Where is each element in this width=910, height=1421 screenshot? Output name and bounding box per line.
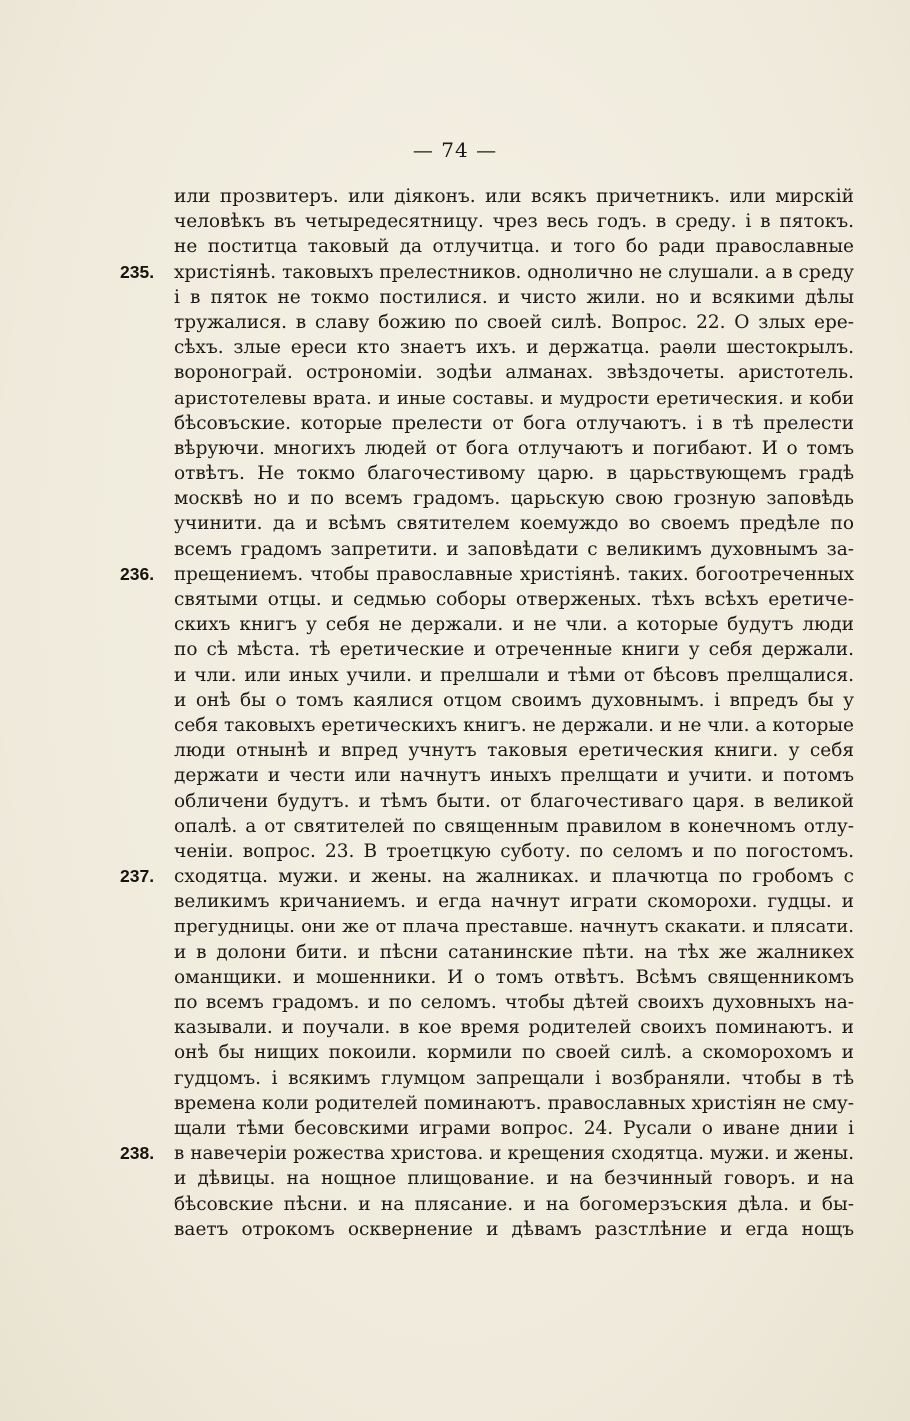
- text-line: [174, 1066, 854, 1091]
- margin-number: 235.: [120, 261, 155, 282]
- line-text: христiянѣ. таковыхъ прелестников. однолично не слушали. а в среду: [174, 261, 854, 283]
- line-text: i в пяток не токмо постилися. и чисто жили. но и всякими дѣлы: [174, 286, 854, 308]
- line-text: великимъ кричаниемъ. и егда начнут играти скоморохи. гудцы. и: [174, 891, 854, 913]
- text-line: [174, 486, 854, 511]
- line-text: времена коли родителей поминаютъ. православных христiян не сму-: [174, 1092, 854, 1114]
- line-text: себя таковыхъ еретическихъ книгъ. не держали. и не чли. а которые: [174, 714, 854, 736]
- text-line: [174, 889, 854, 914]
- text-line: [174, 537, 854, 562]
- text-line: [174, 763, 854, 788]
- text-line: [120, 562, 854, 587]
- text-line: [174, 411, 854, 436]
- line-text: не поститца таковый да отлучитца. и того бо ради православные: [174, 236, 854, 258]
- text-line: [174, 612, 854, 637]
- text-line: [174, 285, 854, 310]
- text-line: [174, 386, 854, 411]
- line-text: оманщики. и мошенники. И о томъ отвѣтъ. Всѣмъ священникомъ: [174, 966, 854, 988]
- line-text: всемъ градомъ запретити. и заповѣдати с великимъ духовнымъ за-: [174, 538, 854, 560]
- line-text: скихъ книгъ у себя не держали. и не чли. а которые будутъ люди: [174, 614, 854, 636]
- text-line: [174, 1015, 854, 1040]
- text-line: [174, 1040, 854, 1065]
- line-text: воронограй. острономiи. зодѣи алманах. звѣздочеты. аристотель.: [174, 362, 854, 384]
- text-line: [120, 1141, 854, 1166]
- line-text: ченiи. вопрос. 23. В троетцкую суботу. по селомъ и по погостомъ.: [174, 840, 854, 862]
- text-line: [174, 461, 854, 486]
- line-text: обличени будутъ. и тѣмъ быти. от благочестиваго царя. в великой: [174, 790, 854, 812]
- text-line: [174, 335, 854, 360]
- text-line: [174, 713, 854, 738]
- text-line: [174, 940, 854, 965]
- text-line: [174, 789, 854, 814]
- text-line: [174, 990, 854, 1015]
- text-line: [174, 1192, 854, 1217]
- line-text: прещениемъ. чтобы православные христiянѣ. таких. богоотреченных: [174, 563, 854, 585]
- line-text: тружалися. в славу божию по своей силѣ. Вопрос. 22. О злых ере-: [174, 311, 854, 333]
- line-text: по сѣ мѣста. тѣ еретические и отреченные книги у себя держали.: [174, 639, 854, 661]
- line-text: и чли. или иных учили. и прелшали и тѣми от бѣсовъ прелщалися.: [174, 664, 854, 686]
- line-text: онѣ бы нищих покоили. кормили по своей силѣ. а скоморохомъ и: [174, 1042, 854, 1064]
- margin-number: 238.: [120, 1143, 155, 1164]
- line-text: прегудницы. они же от плача преставше. начнутъ скакати. и плясати.: [174, 916, 854, 938]
- line-text: сѣхъ. злые ереси кто знаетъ ихъ. и держатца. раѳли шестокрылъ.: [174, 337, 854, 359]
- line-text: держати и чести или начнутъ иныхъ прелщати и учити. и потомъ: [174, 765, 854, 787]
- page-number: — 74 —: [412, 138, 498, 162]
- margin-number: 236.: [120, 563, 155, 584]
- line-text: ваетъ отрокомъ осквернение и дѣвамъ разстлѣние и егда нощъ: [174, 1218, 854, 1240]
- line-text: по всемъ градомъ. и по селомъ. чтобы дѣтей своихъ духовныхъ на-: [174, 992, 854, 1013]
- text-line: [174, 663, 854, 688]
- text-line: [174, 1166, 854, 1191]
- line-text: гудцомъ. i всякимъ глумцом запрещали i возбраняли. чтобы в тѣ: [174, 1067, 854, 1089]
- text-line: [174, 814, 854, 839]
- line-text: бѣсовские пѣсни. и на плясание. и на богомерзъския дѣла. и бы-: [174, 1193, 854, 1215]
- text-line: [174, 688, 854, 713]
- line-text: в навечерiи рожества христова. и крещения сходятца. мужи. и жены.: [174, 1143, 854, 1165]
- line-text: москвѣ но и по всемъ градомъ. царьскую свою грозную заповѣдь: [174, 488, 854, 510]
- line-text: бѣсовъские. которые прелести от бога отлучаютъ. i в тѣ прелести: [174, 412, 854, 434]
- text-line: [120, 864, 854, 889]
- line-text: казывали. и поучали. в кое время родителей своихъ поминаютъ. и: [174, 1017, 854, 1039]
- line-text: вѣруючи. многихъ людей от бога отлучаютъ и погибают. И о томъ: [174, 437, 854, 459]
- text-line: [174, 738, 854, 763]
- text-block: [120, 184, 854, 1242]
- text-line: [174, 965, 854, 990]
- text-line: [174, 1091, 854, 1116]
- line-text: щали тѣми бесовскими играми вопрос. 24. Русали о иване днии i: [174, 1117, 854, 1139]
- line-text: святыми отцы. и седмью соборы отверженых. тѣхъ всѣхъ еретиче-: [174, 589, 854, 610]
- text-line: [174, 209, 854, 234]
- text-line: [174, 1116, 854, 1141]
- line-text: учинити. да и всѣмъ святителем коемуждо во своемъ предѣле по: [174, 513, 854, 535]
- text-line: [174, 914, 854, 939]
- line-text: аристотелевы врата. и иные составы. и мудрости еретическия. и коби: [174, 387, 854, 409]
- text-line: [174, 234, 854, 259]
- text-line: [174, 839, 854, 864]
- line-text: и в долони бити. и пѣсни сатанинские пѣти. на тѣх же жалникех: [174, 941, 854, 963]
- text-line: [174, 184, 854, 209]
- line-text: опалѣ. а от святителей по священным правилом в конечномъ отлу-: [174, 815, 854, 837]
- line-text: отвѣтъ. Не токмо благочестивому царю. в царьствующемъ градѣ: [174, 463, 854, 485]
- line-text: сходятца. мужи. и жены. на жалниках. и плачютца по гробомъ с: [174, 866, 854, 888]
- text-line: [174, 436, 854, 461]
- text-line: [120, 260, 854, 285]
- text-line: [174, 637, 854, 662]
- margin-number: 237.: [120, 866, 155, 887]
- text-line: [174, 360, 854, 385]
- text-line: [174, 587, 854, 612]
- text-line: [174, 310, 854, 335]
- line-text: человѣкъ въ четыредесятницу. чрез весь годъ. в среду. i в пятокъ.: [174, 211, 854, 233]
- line-text: и онѣ бы о томъ каялися отцом своимъ духовнымъ. i впредъ бы у: [174, 689, 854, 711]
- text-line: [174, 511, 854, 536]
- line-text: и дѣвицы. на нощное плищование. и на безчинный говоръ. и на: [174, 1168, 854, 1190]
- text-line: [174, 1217, 854, 1242]
- line-text: люди отнынѣ и впред учнутъ таковыя еретическия книги. у себя: [174, 740, 854, 762]
- line-text: или прозвитеръ. или дiяконъ. или всякъ причетникъ. или мирскiй: [174, 186, 854, 207]
